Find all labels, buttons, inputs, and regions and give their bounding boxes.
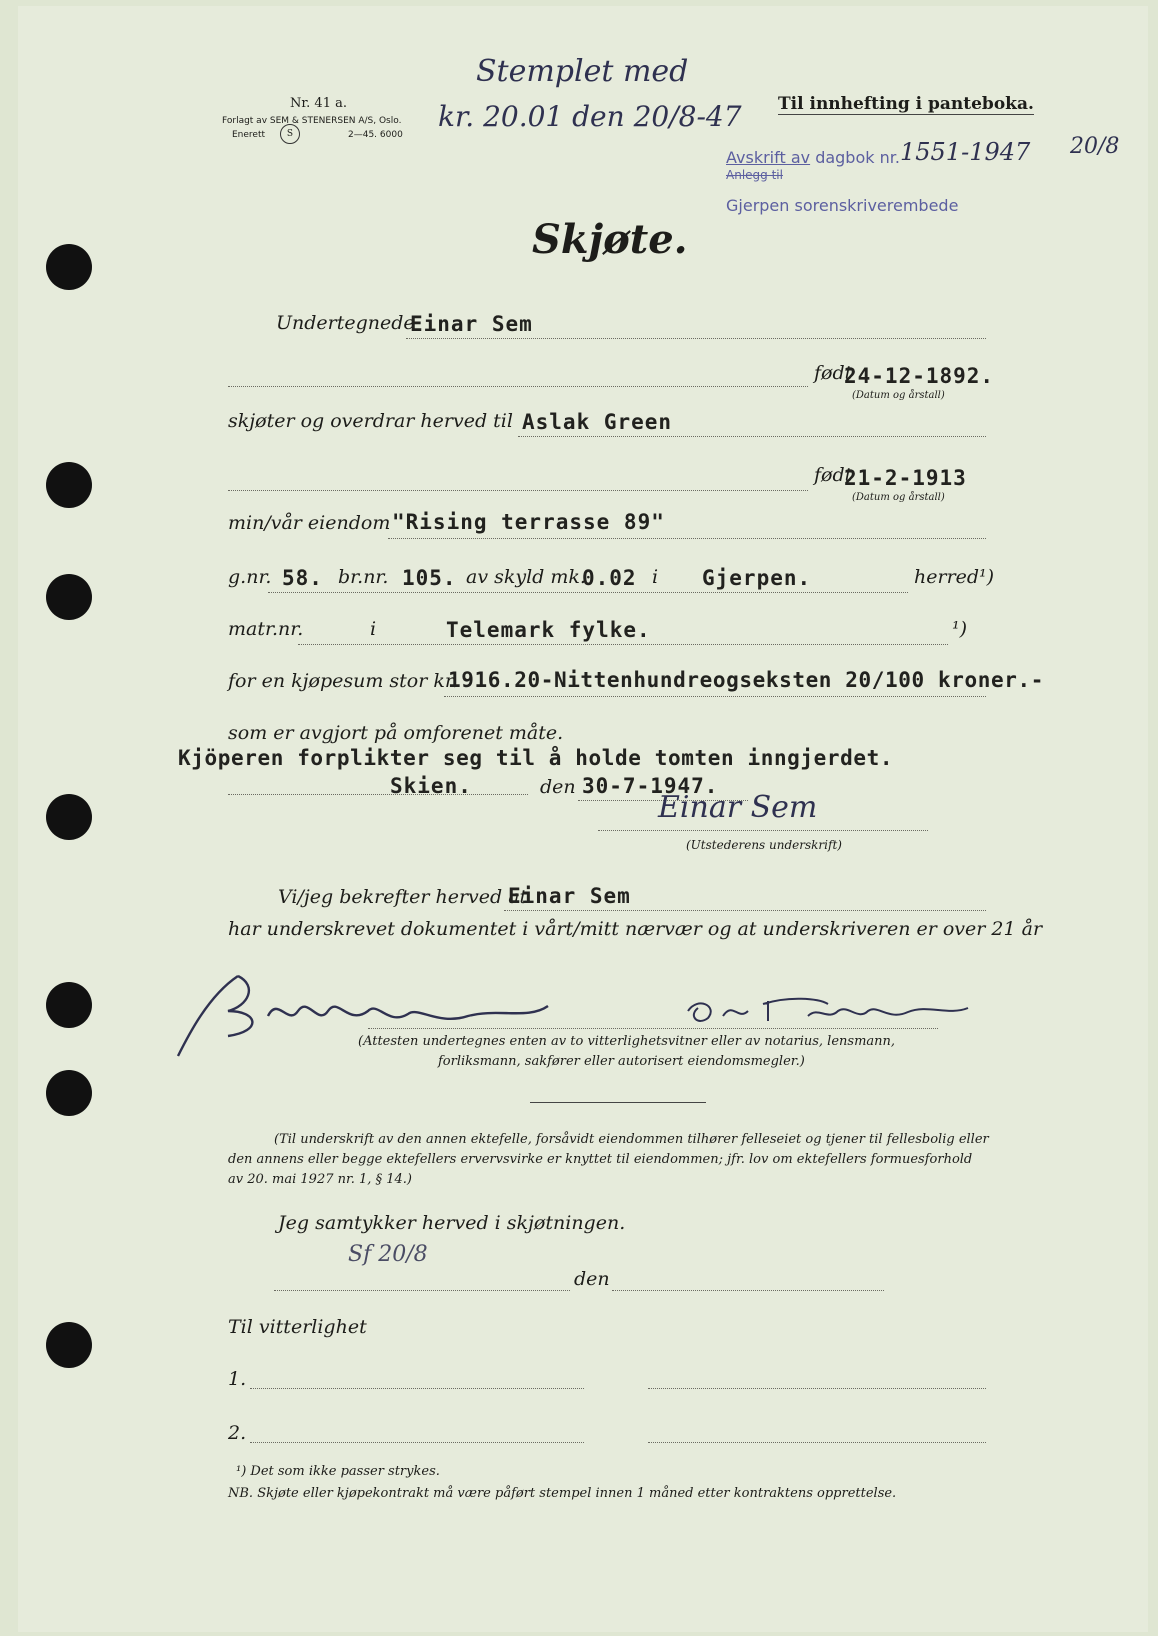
buyer-birthdate: 21-2-1913 bbox=[844, 466, 967, 490]
place-value: Skien. bbox=[390, 774, 472, 798]
county-value: Telemark fylke. bbox=[446, 618, 651, 642]
eiendom-label: min/vår eiendom bbox=[228, 512, 391, 534]
fodt-label: født bbox=[814, 464, 853, 486]
dotted-line bbox=[228, 386, 808, 387]
stamp-line3: Gjerpen sorenskriverembede bbox=[726, 196, 959, 215]
punch-hole bbox=[46, 1070, 92, 1116]
handwritten-note-line1: Stemplet med bbox=[476, 54, 689, 89]
document-page bbox=[18, 6, 1148, 1632]
punch-hole bbox=[46, 462, 92, 508]
dotted-line bbox=[518, 436, 986, 437]
i-label: i bbox=[370, 618, 377, 640]
footer-footnote: ¹) Det som ikke passer strykes. bbox=[236, 1464, 440, 1479]
avgjort-text: som er avgjort på omforenet måte. bbox=[228, 722, 564, 744]
dotted-line bbox=[250, 1388, 584, 1389]
herred-label: herred¹) bbox=[914, 566, 995, 588]
stamp-line1 bbox=[726, 148, 900, 167]
brnr-label: br.nr. bbox=[338, 566, 389, 588]
footnote-mark: ¹) bbox=[952, 618, 968, 640]
stamp-line2: Anlegg til bbox=[726, 168, 783, 182]
spouse-note-line3: av 20. mai 1927 nr. 1, § 14.) bbox=[228, 1172, 412, 1187]
vitterlighet-label: Til vitterlighet bbox=[228, 1316, 367, 1338]
dotted-line bbox=[612, 1290, 884, 1291]
seller-name: Einar Sem bbox=[410, 312, 533, 336]
stamp-avskrift: Avskrift av bbox=[726, 148, 811, 167]
dotted-line bbox=[268, 592, 908, 593]
publisher-line: Forlagt av SEM & STENERSEN A/S, Oslo. bbox=[222, 116, 402, 126]
form-number: Nr. 41 a. bbox=[290, 96, 347, 111]
spouse-note-line2: den annens eller begge ektefellers ervervsvirke er knyttet til eiendommen; jfr. lov om ektefellers formuesforhold bbox=[228, 1152, 973, 1167]
skyld-value: 0.02 bbox=[582, 566, 637, 590]
brnr-value: 105. bbox=[402, 566, 457, 590]
spouse-note-line1: (Til underskrift av den annen ektefelle, forsåvidt eiendommen tilhører felleseiet og tjener til fellesbolig eller bbox=[274, 1132, 989, 1147]
stamp-date: 20/8 bbox=[1070, 134, 1120, 159]
dotted-line bbox=[298, 644, 948, 645]
stamp-dagbok: dagbok nr. bbox=[815, 148, 900, 167]
gnr-value: 58. bbox=[282, 566, 323, 590]
dotted-line bbox=[444, 696, 986, 697]
punch-hole bbox=[46, 982, 92, 1028]
undertegnede-label: Undertegnede bbox=[276, 312, 415, 334]
signature-line bbox=[368, 1028, 938, 1029]
den-label: den bbox=[540, 776, 576, 798]
stamp-dagbok-value: 1551-1947 bbox=[900, 138, 1031, 166]
publisher-logo-icon: S bbox=[280, 124, 300, 144]
attest-label: Vi/jeg bekrefter herved at bbox=[278, 886, 528, 908]
buyer-name: Aslak Green bbox=[522, 410, 673, 434]
punch-hole bbox=[46, 1322, 92, 1368]
divider bbox=[530, 1102, 706, 1103]
consent-den-label: den bbox=[574, 1268, 610, 1290]
dotted-line bbox=[406, 338, 986, 339]
purchase-price: 1916.20-Nittenhundreogseksten 20/100 kroner.- bbox=[448, 668, 1044, 692]
handwritten-initials: Sf 20/8 bbox=[348, 1242, 428, 1267]
extra-clause: Kjöperen forplikter seg til å holde tomten inngjerdet. bbox=[178, 746, 894, 770]
skyld-label: av skyld mk. bbox=[466, 566, 586, 588]
issuer-caption: (Utstederens underskrift) bbox=[686, 838, 842, 852]
publisher-enerett: Enerett bbox=[232, 130, 266, 140]
datum-caption: (Datum og årstall) bbox=[852, 390, 945, 401]
witness-2-label: 2. bbox=[228, 1422, 247, 1444]
document-title: Skjøte. bbox=[532, 216, 688, 263]
attest-caption-line2: forliksmann, sakfører eller autorisert eiendomsmegler.) bbox=[438, 1054, 805, 1069]
matrnr-label: matr.nr. bbox=[228, 618, 304, 640]
dotted-line bbox=[274, 1290, 570, 1291]
kjopesum-label: for en kjøpesum stor kr. bbox=[228, 670, 458, 692]
skjoter-label: skjøter og overdrar herved til bbox=[228, 410, 513, 432]
attest-caption-line1: (Attesten undertegnes enten av to vitterlighetsvitner eller av notarius, lensmann, bbox=[358, 1034, 896, 1049]
dotted-line bbox=[504, 910, 986, 911]
header-title: Til innhefting i panteboka. bbox=[778, 94, 1034, 114]
witness-1-label: 1. bbox=[228, 1368, 247, 1390]
footer-nb-note: NB. Skjøte eller kjøpekontrakt må være påført stempel innen 1 måned etter kontraktens opprettelse. bbox=[228, 1486, 897, 1501]
seller-birthdate: 24-12-1892. bbox=[844, 364, 995, 388]
i-label: i bbox=[652, 566, 659, 588]
dotted-line bbox=[388, 538, 986, 539]
consent-text: Jeg samtykker herved i skjøtningen. bbox=[278, 1212, 626, 1234]
signature-line bbox=[598, 830, 928, 831]
dotted-line bbox=[228, 794, 528, 795]
property-name: "Rising terrasse 89" bbox=[392, 510, 665, 534]
fodt-label: født bbox=[814, 362, 853, 384]
attest-text: har underskrevet dokumentet i vårt/mitt nærvær og at underskriveren er over 21 år bbox=[228, 918, 1043, 940]
datum-caption: (Datum og årstall) bbox=[852, 492, 945, 503]
handwritten-note-line2: kr. 20.01 den 20/8-47 bbox=[438, 100, 742, 133]
dotted-line bbox=[648, 1442, 986, 1443]
attest-signer-name: Einar Sem bbox=[508, 884, 631, 908]
herred-value: Gjerpen. bbox=[702, 566, 812, 590]
dotted-line bbox=[228, 490, 808, 491]
gnr-label: g.nr. bbox=[228, 566, 272, 588]
punch-hole bbox=[46, 794, 92, 840]
punch-hole bbox=[46, 244, 92, 290]
publisher-code: 2—45. 6000 bbox=[348, 130, 403, 140]
issuer-signature: Einar Sem bbox=[658, 790, 818, 825]
witness-signature-1-scribble bbox=[168, 956, 668, 1066]
dotted-line bbox=[250, 1442, 584, 1443]
document-date: 30-7-1947. bbox=[582, 774, 719, 798]
dotted-line bbox=[648, 1388, 986, 1389]
punch-hole bbox=[46, 574, 92, 620]
